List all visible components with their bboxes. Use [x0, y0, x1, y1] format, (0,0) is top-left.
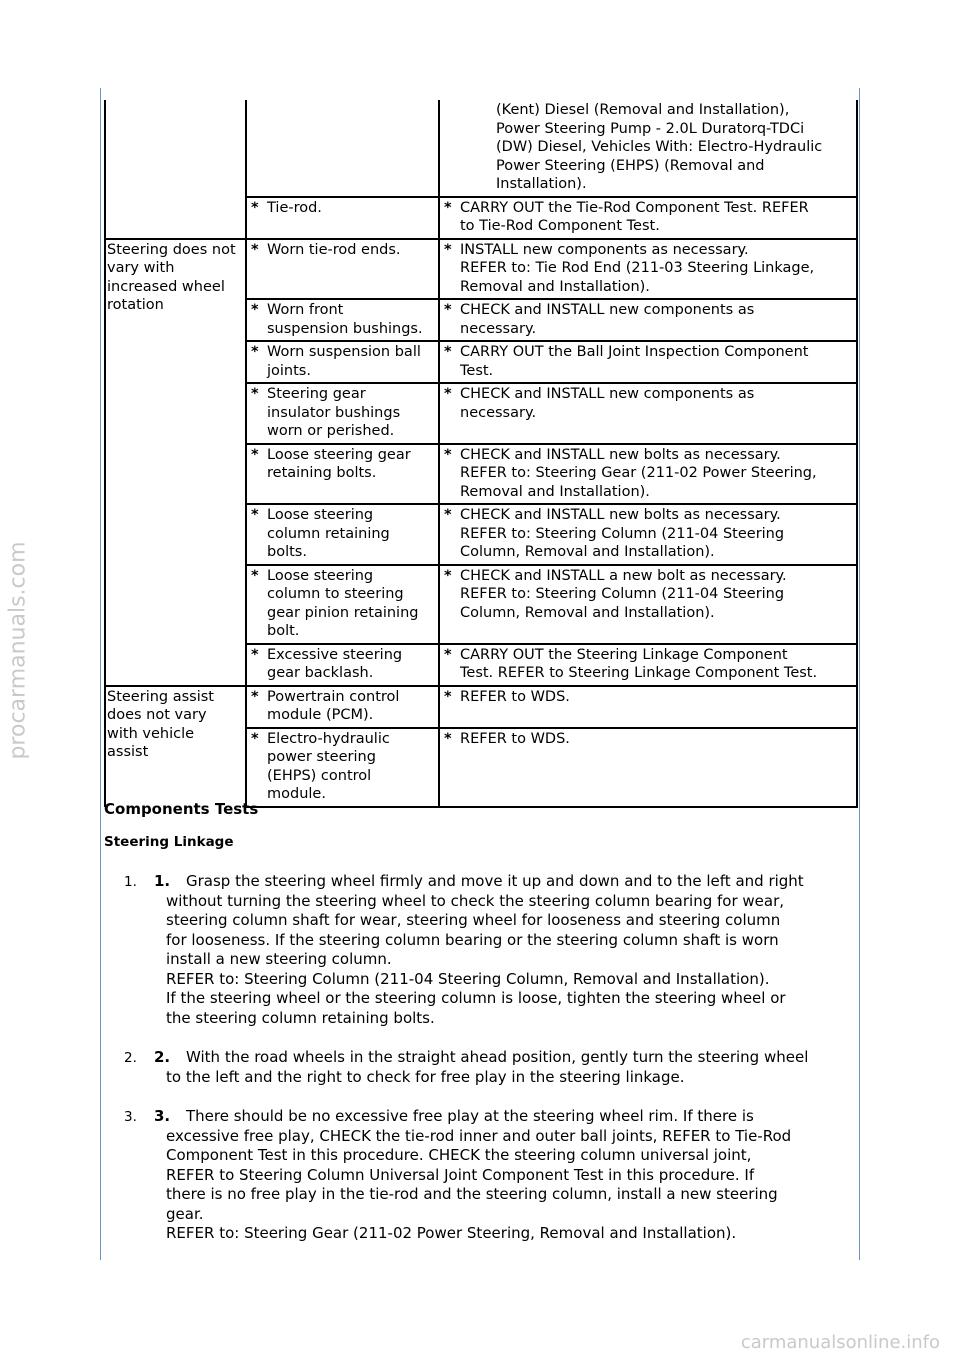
bullet-star: * — [251, 646, 259, 663]
step-line: there is no free play in the tie-rod and the steering column, install a new steering — [166, 1185, 778, 1203]
action-item-text-line: Test. REFER to Steering Linkage Component Test. — [460, 665, 818, 681]
cause-item-text-line: Excessive steering — [267, 646, 403, 663]
cause-item-text-line: module (PCM). — [267, 707, 374, 723]
action-item — [440, 301, 856, 338]
cause-item — [247, 506, 438, 562]
cause-cell — [246, 565, 439, 644]
cause-item-text — [267, 446, 438, 483]
bullet-star: * — [444, 567, 452, 584]
action-item-text-line: CHECK and INSTALL new bolts as necessary. — [460, 507, 781, 523]
continuation-text-line: (Kent) Diesel (Removal and Installation), — [496, 102, 790, 118]
action-item-text-line: REFER to: Steering Gear (211-02 Power Steering, — [460, 465, 817, 481]
cause-item-text-line: bolt. — [267, 623, 300, 639]
condition-label-line: rotation — [107, 297, 164, 313]
condition-label-line: assist — [107, 744, 149, 760]
action-cell — [439, 565, 857, 644]
cause-item-text-line: Loose steering — [267, 567, 374, 584]
action-item-text-line: Test. — [460, 362, 494, 379]
action-item-text — [460, 688, 856, 707]
step-line: steering column shaft for wear, steering wheel for looseness and steering column — [166, 911, 781, 929]
step-line: If the steering wheel or the steering column is loose, tighten the steering wheel or — [166, 989, 786, 1007]
step-line: without turning the steering wheel to check the steering column bearing for wear, — [166, 891, 785, 910]
cause-item — [247, 199, 438, 218]
bullet-star: * — [251, 567, 259, 584]
action-item-text — [460, 730, 856, 749]
action-item-text — [460, 567, 856, 623]
action-item — [440, 688, 856, 707]
cause-item-text-line: Worn tie-rod ends. — [267, 241, 401, 258]
cause-item-text — [267, 730, 438, 804]
cause-cell — [246, 239, 439, 300]
step-line: Component Test in this procedure. CHECK the steering column universal joint, — [166, 1146, 752, 1164]
action-item — [440, 646, 856, 683]
cause-item-text-line: Worn front — [267, 302, 344, 318]
condition-label-line: vary with — [107, 260, 175, 276]
cause-item-text — [267, 241, 438, 260]
step-number: 3. — [124, 1109, 137, 1125]
cause-item-text-line: Electro-hydraulic — [267, 730, 390, 747]
step-number: 1. — [124, 874, 137, 890]
cause-item-text-line: power steering — [267, 749, 376, 765]
cause-item-text — [267, 688, 438, 725]
action-item-text-line: REFER to: Tie Rod End (211-03 Steering Linkage, — [460, 260, 815, 276]
step-item — [104, 1048, 856, 1087]
cause-item-text-line: suspension bushings. — [267, 320, 423, 337]
condition-label-line: with vehicle — [107, 725, 195, 742]
cause-item-text-line: bolts. — [267, 544, 307, 560]
condition-label-line: Steering assist — [107, 688, 214, 705]
cause-cell — [246, 686, 439, 728]
action-item-text-line: Column, Removal and Installation). — [460, 604, 715, 621]
action-item — [440, 506, 856, 562]
cause-cell — [246, 504, 439, 565]
step-line: REFER to Steering Column Universal Joint Component Test in this procedure. If — [166, 1165, 755, 1184]
step-item — [104, 1107, 856, 1244]
action-item-text-line: REFER to: Steering Column (211-04 Steering — [460, 586, 785, 602]
cause-item-text — [267, 567, 438, 641]
bullet-star: * — [444, 344, 452, 360]
cause-cell — [246, 100, 439, 197]
bottom-watermark: carmanualsonline.info — [740, 1332, 940, 1353]
bullet-star: * — [444, 730, 452, 747]
action-cell — [439, 686, 857, 728]
cause-item-text-line: insulator bushings — [267, 404, 401, 421]
step-line: REFER to: Steering Column (211-04 Steering Column, Removal and Installation). — [166, 969, 770, 988]
action-cell — [439, 100, 857, 197]
action-item — [440, 567, 856, 623]
action-item-text-line: Column, Removal and Installation). — [460, 544, 715, 560]
cause-item-text-line: gear backlash. — [267, 665, 374, 681]
bullet-star: * — [444, 688, 452, 705]
cause-item — [247, 301, 438, 338]
action-item — [440, 385, 856, 422]
sub-heading: Steering Linkage — [104, 834, 234, 850]
bullet-star: * — [251, 730, 259, 747]
action-item-text — [460, 446, 856, 502]
cause-item — [247, 646, 438, 683]
cause-item-text — [267, 301, 438, 338]
continuation-text-line: Power Steering Pump - 2.0L Duratorq-TDCi — [496, 120, 805, 137]
action-cell — [439, 444, 857, 505]
right-margin-line — [859, 88, 860, 1260]
bullet-star: * — [444, 507, 452, 523]
cause-cell — [246, 728, 439, 807]
cause-item-text-line: Tie-rod. — [267, 199, 322, 216]
table-row — [105, 239, 857, 300]
action-item-text — [460, 343, 856, 380]
cause-item — [247, 688, 438, 725]
action-item-text-line: CARRY OUT the Steering Linkage Component — [460, 646, 788, 663]
action-cell — [439, 383, 857, 444]
bullet-star: * — [251, 344, 259, 360]
condition-label — [106, 688, 245, 762]
continuation-text-line: (DW) Diesel, Vehicles With: Electro-Hydraulic — [496, 139, 823, 155]
bullet-star: * — [444, 446, 452, 463]
action-cell — [439, 239, 857, 300]
cause-item-text — [267, 385, 438, 441]
cause-item-text — [267, 646, 438, 683]
step-line: to the left and the right to check for free play in the steering linkage. — [166, 1067, 685, 1086]
action-item-text-line: necessary. — [460, 320, 537, 337]
action-cell — [439, 341, 857, 383]
step-bold-number: 1. — [154, 872, 171, 890]
cause-item-text-line: Steering gear — [267, 386, 366, 402]
action-item — [440, 241, 856, 297]
cause-item — [247, 567, 438, 641]
left-margin-line — [100, 88, 101, 1260]
steps-list — [104, 872, 856, 1264]
action-item-text-line: necessary. — [460, 404, 537, 421]
cause-item-text-line: (EHPS) control — [267, 767, 372, 784]
cause-item-text-line: column retaining — [267, 525, 390, 542]
action-item-text — [460, 385, 856, 422]
cause-item-text-line: worn or perished. — [267, 423, 395, 439]
action-item — [440, 730, 856, 749]
step-line: for looseness. If the steering column bearing or the steering column shaft is worn — [166, 930, 779, 949]
step-line: the steering column retaining bolts. — [166, 1008, 435, 1027]
cause-item-text-line: Loose steering gear — [267, 446, 411, 463]
action-item-text-line: INSTALL new components as necessary. — [460, 241, 749, 258]
step-line: There should be no excessive free play at the steering wheel rim. If there is — [186, 1107, 754, 1125]
action-item-text — [460, 506, 856, 562]
bullet-star: * — [251, 241, 259, 258]
action-item-text-line: REFER to: Steering Column (211-04 Steering — [460, 525, 785, 542]
table-row — [105, 686, 857, 728]
action-item-text-line: CHECK and INSTALL new components as — [460, 386, 755, 402]
condition-cell — [105, 686, 246, 807]
step-line: With the road wheels in the straight ahead position, gently turn the steering wheel — [186, 1048, 809, 1066]
action-item-text — [460, 199, 856, 236]
bullet-star: * — [444, 386, 452, 402]
cause-cell — [246, 644, 439, 686]
cause-item — [247, 730, 438, 804]
action-item-text-line: CHECK and INSTALL new bolts as necessary. — [460, 446, 781, 463]
bullet-star: * — [444, 199, 452, 216]
continuation-text — [440, 101, 856, 194]
bullet-star: * — [251, 199, 259, 216]
cause-cell — [246, 341, 439, 383]
bullet-star: * — [251, 302, 259, 318]
action-item — [440, 446, 856, 502]
continuation-text-line: Power Steering (EHPS) (Removal and — [496, 157, 765, 174]
step-number: 2. — [124, 1050, 137, 1066]
continuation-text-line: Installation). — [496, 176, 587, 192]
step-line: excessive free play, CHECK the tie-rod inner and outer ball joints, REFER to Tie-Rod — [166, 1126, 792, 1145]
cause-cell — [246, 197, 439, 239]
cause-item-text-line: joints. — [267, 362, 311, 379]
section-heading: Components Tests — [104, 800, 259, 818]
action-cell — [439, 299, 857, 341]
cause-item-text — [267, 199, 438, 218]
cause-item-text — [267, 506, 438, 562]
cause-item — [247, 446, 438, 483]
cause-item-text-line: Worn suspension ball — [267, 344, 421, 360]
action-item-text — [460, 241, 856, 297]
action-item-text-line: REFER to WDS. — [460, 730, 570, 747]
diagnosis-table — [104, 100, 858, 808]
action-cell — [439, 644, 857, 686]
action-item — [440, 343, 856, 380]
cause-item-text-line: retaining bolts. — [267, 465, 377, 481]
condition-label-line: does not vary — [107, 707, 207, 723]
cause-item-text — [267, 343, 438, 380]
step-bold-number: 2. — [154, 1048, 171, 1066]
cause-item-text-line: gear pinion retaining — [267, 604, 419, 621]
action-item-text-line: CHECK and INSTALL a new bolt as necessary. — [460, 567, 787, 584]
cause-item — [247, 385, 438, 441]
condition-label — [106, 241, 245, 315]
step-line: Grasp the steering wheel firmly and move it up and down and to the left and right — [186, 872, 804, 890]
action-item — [440, 199, 856, 236]
condition-cell — [105, 239, 246, 686]
cause-cell — [246, 444, 439, 505]
action-item-text-line: CARRY OUT the Ball Joint Inspection Component — [460, 344, 809, 360]
bullet-star: * — [444, 302, 452, 318]
cause-item-text-line: column to steering — [267, 586, 404, 602]
action-item-text-line: REFER to WDS. — [460, 688, 570, 705]
cause-cell — [246, 383, 439, 444]
diagnosis-table-body — [105, 100, 857, 807]
action-cell — [439, 504, 857, 565]
bullet-star: * — [444, 241, 452, 258]
action-cell — [439, 197, 857, 239]
table-row — [105, 100, 857, 197]
bullet-star: * — [251, 446, 259, 463]
cause-item — [247, 343, 438, 380]
action-item-text — [460, 646, 856, 683]
bullet-star: * — [251, 386, 259, 402]
action-item-text — [460, 301, 856, 338]
step-line: gear. — [166, 1204, 204, 1223]
condition-cell — [105, 100, 246, 239]
cause-item-text-line: Loose steering — [267, 507, 374, 523]
cause-item-text-line: module. — [267, 786, 326, 802]
action-item-text-line: to Tie-Rod Component Test. — [460, 218, 660, 234]
condition-label-line: Steering does not — [107, 241, 236, 258]
bullet-star: * — [251, 688, 259, 705]
side-watermark: procarmanuals.com — [5, 540, 31, 760]
action-item-text-line: CARRY OUT the Tie-Rod Component Test. REFER — [460, 199, 809, 216]
step-item — [104, 872, 856, 1028]
cause-item-text-line: Powertrain control — [267, 688, 400, 705]
action-item-text-line: Removal and Installation). — [460, 278, 650, 295]
step-bold-number: 3. — [154, 1107, 171, 1125]
bullet-star: * — [251, 507, 259, 523]
cause-cell — [246, 299, 439, 341]
action-item-text-line: Removal and Installation). — [460, 483, 650, 500]
action-item-text-line: CHECK and INSTALL new components as — [460, 302, 755, 318]
condition-label-line: increased wheel — [107, 278, 225, 295]
cause-item — [247, 241, 438, 260]
step-line: REFER to: Steering Gear (211-02 Power Steering, Removal and Installation). — [166, 1224, 737, 1242]
step-line: install a new steering column. — [166, 950, 392, 968]
bullet-star: * — [444, 646, 452, 663]
action-cell — [439, 728, 857, 807]
